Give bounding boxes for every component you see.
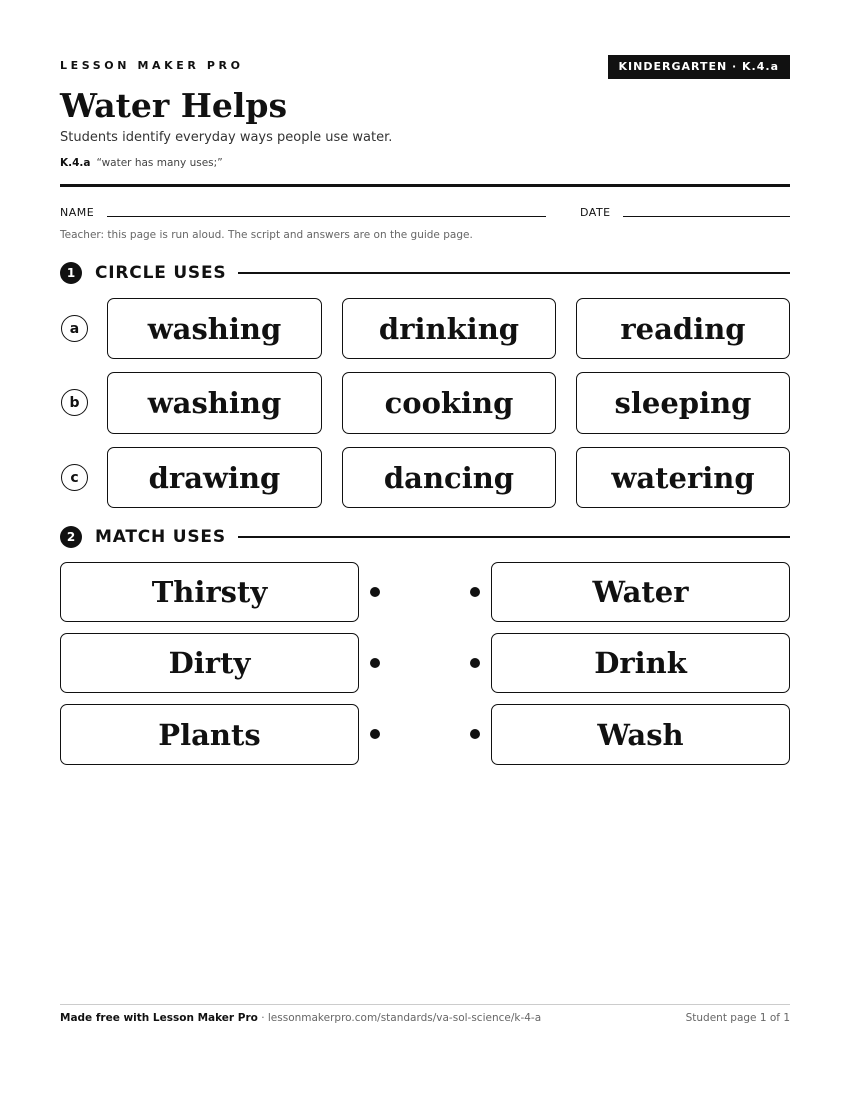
match-left-box[interactable]: Thirsty (60, 562, 359, 622)
section-rule (238, 536, 790, 538)
word-choice-box[interactable]: washing (107, 372, 322, 434)
section-circle-uses-header (60, 261, 790, 285)
match-dot-left[interactable] (370, 587, 380, 597)
match-left-box[interactable]: Dirty (60, 633, 359, 693)
section-number-badge: 1 (60, 262, 82, 284)
section-title: MATCH USES (95, 527, 226, 547)
word-choice-box[interactable]: sleeping (576, 372, 790, 434)
page-title: Water Helps (60, 86, 288, 125)
footer-divider (60, 1004, 790, 1005)
row-letter-a: a (61, 315, 88, 342)
section-rule (238, 272, 790, 274)
page-subtitle: Students identify everyday ways people use water. (60, 130, 393, 145)
match-right-box[interactable]: Wash (491, 704, 790, 765)
row-letter-b: b (61, 389, 88, 416)
word-choice-box[interactable]: drawing (107, 447, 322, 508)
match-dot-right[interactable] (470, 587, 480, 597)
row-letter-c: c (61, 464, 88, 491)
name-label: NAME (60, 206, 95, 219)
header-divider (60, 184, 790, 187)
match-dot-left[interactable] (370, 658, 380, 668)
match-left-box[interactable]: Plants (60, 704, 359, 765)
teacher-note: Teacher: this page is run aloud. The script and answers are on the guide page. (60, 229, 473, 241)
match-dot-left[interactable] (370, 729, 380, 739)
word-choice-box[interactable]: watering (576, 447, 790, 508)
word-choice-box[interactable]: drinking (342, 298, 556, 359)
brand-name: LESSON MAKER PRO (60, 59, 244, 72)
word-choice-box[interactable]: reading (576, 298, 790, 359)
section-number-badge: 2 (60, 526, 82, 548)
name-field[interactable] (107, 216, 546, 217)
match-right-box[interactable]: Water (491, 562, 790, 622)
section-title: CIRCLE USES (95, 263, 227, 283)
standard-code: K.4.a (60, 157, 91, 169)
footer-page-count: Student page 1 of 1 (685, 1012, 790, 1024)
word-choice-box[interactable]: washing (107, 298, 322, 359)
grade-badge: KINDERGARTEN · K.4.a (608, 55, 790, 79)
footer-url[interactable]: · lessonmakerpro.com/standards/va-sol-science/k-4-a (257, 1012, 542, 1024)
footer-made-with: Made free with Lesson Maker Pro (60, 1012, 258, 1024)
word-choice-box[interactable]: dancing (342, 447, 556, 508)
standard-text: “water has many uses;” (96, 157, 223, 169)
section-match-uses-header (60, 525, 790, 549)
date-field[interactable] (623, 216, 790, 217)
word-choice-box[interactable]: cooking (342, 372, 556, 434)
match-dot-right[interactable] (470, 729, 480, 739)
match-right-box[interactable]: Drink (491, 633, 790, 693)
standard-line (60, 157, 223, 169)
match-dot-right[interactable] (470, 658, 480, 668)
date-label: DATE (580, 206, 611, 219)
footer-credit (60, 1012, 541, 1024)
